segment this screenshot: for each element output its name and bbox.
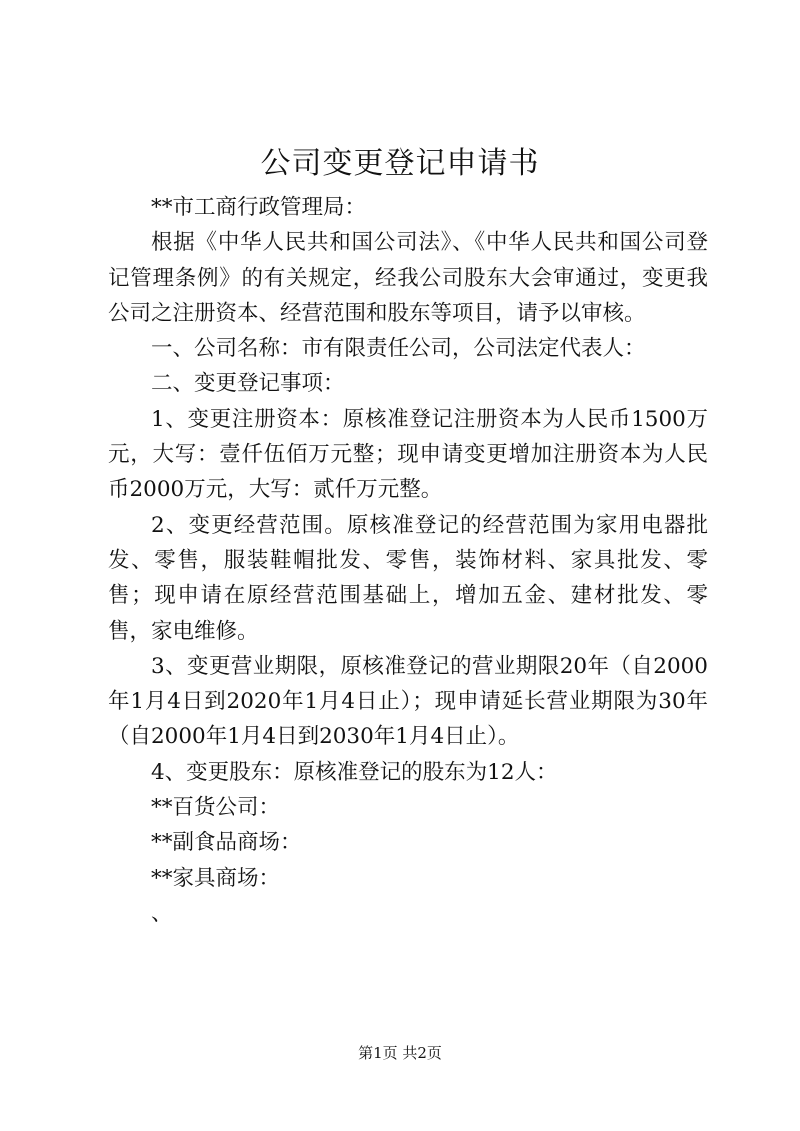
- shareholder-change-paragraph: 4、变更股东：原核准登记的股东为12人：: [151, 759, 558, 785]
- company-name-paragraph: 一、公司名称：市有限责任公司，公司法定代表人：: [151, 336, 646, 362]
- business-scope-paragraph: 2、变更经营范围。原核准登记的经营范围为家用电器批发、零售，服装鞋帽批发、零售，装饰材料、家具批发、零售；现申请在原经营范围基础上，增加五金、建材批发、零售，家电维修。: [108, 512, 708, 644]
- intro-paragraph: 根据《中华人民共和国公司法》、《中华人民共和国公司登记管理条例》的有关规定，经我公司股东大会审通过，变更我公司之注册资本、经营范围和股东等项目，请予以审核。: [108, 230, 708, 326]
- document-body: [108, 190, 708, 931]
- addressee-paragraph: **市工商行政管理局：: [151, 195, 367, 220]
- shareholder-item: **家具商场：: [151, 865, 281, 891]
- change-items-heading: 二、变更登记事项：: [151, 371, 345, 397]
- business-term-paragraph: 3、变更营业期限，原核准登记的营业期限20年（自2000年1月4日到2020年1月4日止）；现申请延长营业期限为30年（自2000年1月4日到2030年1月4日止）。: [108, 653, 708, 750]
- shareholder-item: **副食品商场：: [151, 830, 302, 856]
- list-continuation-mark: 、: [151, 900, 173, 926]
- shareholder-item: **百货公司：: [151, 795, 281, 821]
- page-number-footer: 第1页 共2页: [358, 1044, 442, 1062]
- capital-change-paragraph: 1、变更注册资本：原核准登记注册资本为人民币1500万元，大写：壹仟伍佰万元整；现申请变更增加注册资本为人民币2000万元，大写：贰仟万元整。: [108, 406, 708, 503]
- document-title: 公司变更登记申请书: [260, 146, 540, 181]
